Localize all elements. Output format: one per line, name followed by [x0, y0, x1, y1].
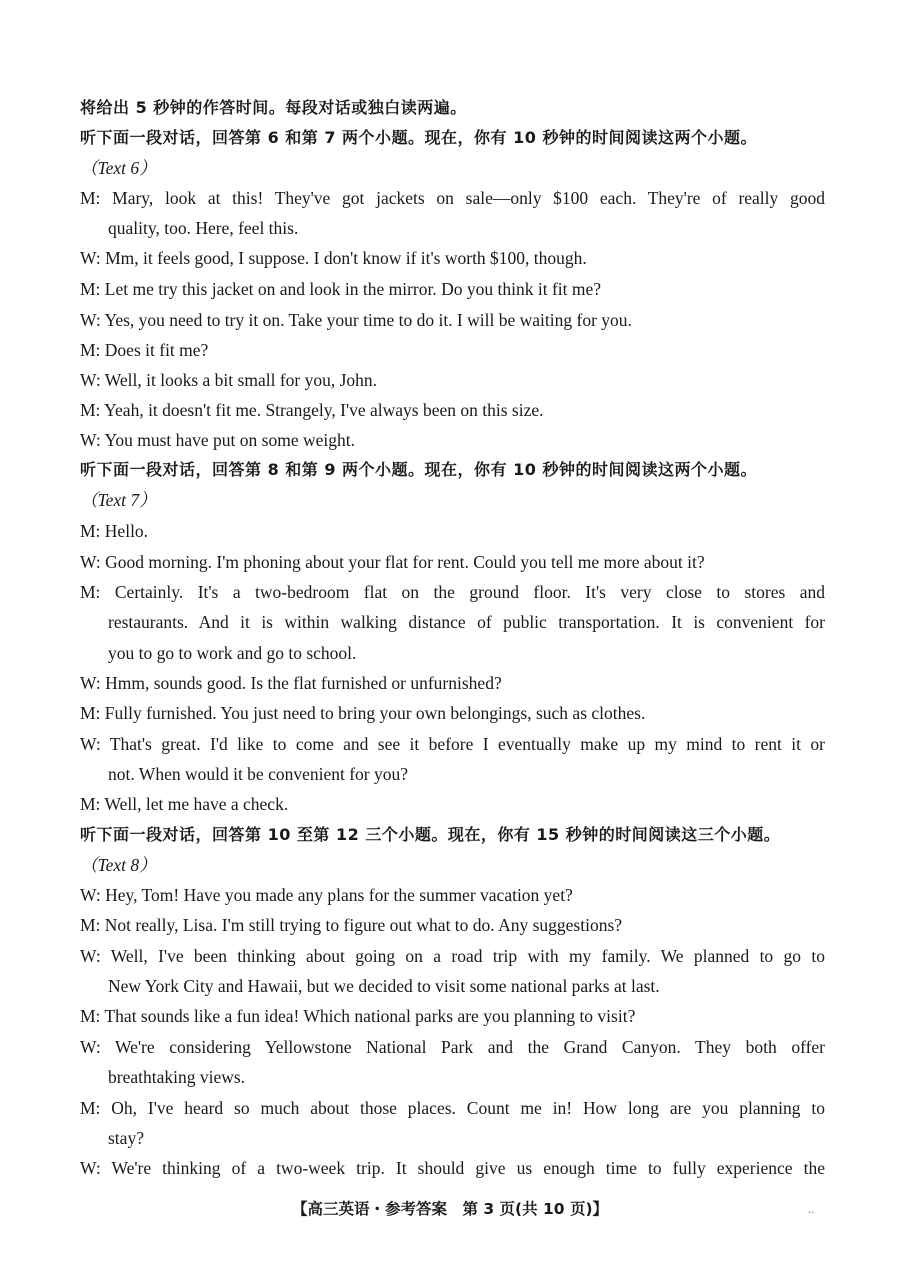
dialogue-line: M: Fully furnished. You just need to bring your own belongings, such as clothes.	[80, 703, 646, 723]
section-instruction: 听下面一段对话，回答第 6 和第 7 两个小题。现在，你有 10 秒钟的时间阅读这两个小题。	[80, 128, 757, 147]
dialogue-continuation: quality, too. Here, feel this.	[108, 218, 299, 238]
dialogue-line: M: That sounds like a fun idea! Which national parks are you planning to visit?	[80, 1006, 636, 1026]
text-label: （Text 6）	[80, 158, 157, 178]
dialogue-line: W: Hmm, sounds good. Is the flat furnished or unfurnished?	[80, 673, 502, 693]
dialogue-line: W: Well, it looks a bit small for you, John.	[80, 370, 378, 390]
dialogue-line: W: That's great. I'd like to come and see it before I eventually make up my mind to rent it or	[80, 734, 825, 754]
dialogue-line: M: Hello.	[80, 521, 149, 541]
dialogue-line: M: Certainly. It's a two-bedroom flat on the ground floor. It's very close to stores and	[80, 582, 825, 602]
dialogue-line: W: Hey, Tom! Have you made any plans for the summer vacation yet?	[80, 885, 573, 905]
dialogue-line: M: Let me try this jacket on and look in the mirror. Do you think it fit me?	[80, 279, 602, 299]
dialogue-line: W: You must have put on some weight.	[80, 430, 355, 450]
text-label: （Text 8）	[80, 855, 157, 875]
dialogue-line: W: Good morning. I'm phoning about your flat for rent. Could you tell me more about it?	[80, 552, 705, 572]
instruction-line: 将给出 5 秒钟的作答时间。每段对话或独白读两遍。	[80, 98, 467, 117]
page-footer: 【高三英语・参考答案 第 3 页(共 10 页)】	[291, 1200, 609, 1218]
dialogue-line: W: Well, I've been thinking about going on a road trip with my family. We planned to go to	[80, 946, 825, 966]
dialogue-continuation: breathtaking views.	[108, 1067, 246, 1087]
text-label: （Text 7）	[80, 490, 157, 510]
dialogue-line: M: Well, let me have a check.	[80, 794, 289, 814]
dialogue-continuation: stay?	[108, 1128, 144, 1148]
dialogue-line: M: Oh, I've heard so much about those places. Count me in! How long are you planning to	[80, 1098, 825, 1118]
section-instruction: 听下面一段对话，回答第 10 至第 12 三个小题。现在，你有 15 秒钟的时间阅读这三个小题。	[80, 825, 781, 844]
dialogue-continuation: not. When would it be convenient for you?	[108, 764, 409, 784]
dialogue-line: W: Yes, you need to try it on. Take your time to do it. I will be waiting for you.	[80, 310, 632, 330]
dialogue-continuation: New York City and Hawaii, but we decided to visit some national parks at last.	[108, 976, 660, 996]
dialogue-continuation: you to go to work and go to school.	[108, 643, 357, 663]
dialogue-line: M: Mary, look at this! They've got jackets on sale—only $100 each. They're of really good	[80, 188, 825, 208]
section-instruction: 听下面一段对话，回答第 8 和第 9 两个小题。现在，你有 10 秒钟的时间阅读这两个小题。	[80, 460, 757, 479]
dialogue-line: M: Yeah, it doesn't fit me. Strangely, I've always been on this size.	[80, 400, 544, 420]
dialogue-line: M: Does it fit me?	[80, 340, 209, 360]
corner-mark: ..	[808, 1202, 814, 1216]
dialogue-line: W: Mm, it feels good, I suppose. I don't know if it's worth $100, though.	[80, 248, 587, 268]
dialogue-line: W: We're thinking of a two-week trip. It should give us enough time to fully experience the	[80, 1158, 825, 1178]
dialogue-continuation: restaurants. And it is within walking distance of public transportation. It is convenient for	[108, 612, 825, 632]
dialogue-line: W: We're considering Yellowstone National Park and the Grand Canyon. They both offer	[80, 1037, 825, 1057]
dialogue-line: M: Not really, Lisa. I'm still trying to figure out what to do. Any suggestions?	[80, 915, 623, 935]
